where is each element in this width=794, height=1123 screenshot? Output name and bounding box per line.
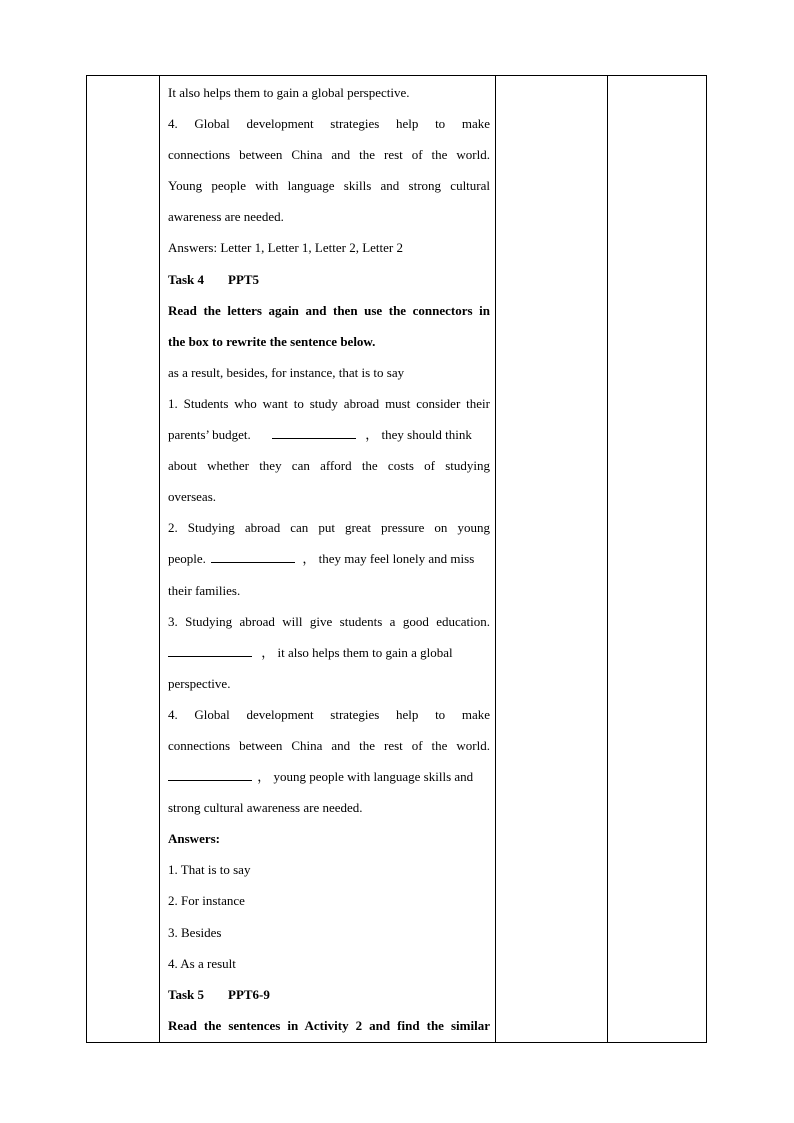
text-line: strong cultural awareness are needed.: [168, 800, 363, 816]
answer-item: 2. For instance: [168, 893, 245, 909]
answer-item: 1. That is to say: [168, 862, 251, 878]
task-5-heading: [168, 979, 490, 1010]
task-5-ppt: PPT6-9: [228, 986, 270, 1002]
text-line: perspective.: [168, 675, 231, 691]
text-line: 2. Studying abroad can put great pressure on young: [168, 520, 490, 536]
answers-line: Answers: Letter 1, Letter 1, Letter 2, Letter 2: [168, 240, 403, 256]
text-line: 4. Global development strategies help to make: [168, 706, 490, 722]
answer-item: 4. As a result: [168, 955, 236, 971]
sentence-part: parents’ budget.: [168, 427, 251, 443]
column-divider-3: [607, 76, 608, 1042]
text-line: 3. Studying abroad will give students a good education.: [168, 613, 490, 629]
text-line: Young people with language skills and strong cultural: [168, 178, 490, 194]
fill-blank: [272, 426, 356, 439]
text-line: connections between China and the rest of the world.: [168, 737, 490, 753]
sentence-part: people.: [168, 551, 206, 567]
instruction-line: Read the sentences in Activity 2 and find the similar: [168, 1017, 490, 1033]
text-line: connections between China and the rest of the world.: [168, 147, 490, 163]
text-line: 4. Global development strategies help to make: [168, 116, 490, 132]
text-line: 1. Students who want to study abroad must consider their: [168, 395, 490, 411]
text-line: about whether they can afford the costs of studying: [168, 458, 490, 474]
answer-item: 3. Besides: [168, 924, 222, 940]
fill-blank: [168, 768, 252, 781]
text-line: [168, 637, 490, 668]
task-5-label: Task 5: [168, 986, 205, 1002]
sentence-part: ， they should think: [365, 427, 472, 443]
answers-heading: Answers:: [168, 831, 220, 847]
sentence-part: ， young people with language skills and: [257, 769, 474, 785]
text-line: overseas.: [168, 489, 217, 505]
activity-column: [168, 76, 490, 1041]
task-4-heading: [168, 264, 490, 295]
fill-blank: [168, 644, 252, 657]
instruction-line: Read the letters again and then use the connectors in: [168, 302, 490, 318]
task-4-label: Task 4: [168, 271, 205, 287]
sentence-part: ， it also helps them to gain a global: [261, 644, 453, 660]
text-line: [168, 419, 490, 450]
text-line: awareness are needed.: [168, 209, 284, 225]
instruction-line: the box to rewrite the sentence below.: [168, 333, 376, 349]
connectors-box: as a result, besides, for instance, that is to say: [168, 364, 405, 380]
lesson-table: [86, 75, 707, 1043]
text-line: [168, 543, 490, 574]
text-line: their families.: [168, 582, 241, 598]
fill-blank: [211, 550, 295, 563]
text-line: [168, 761, 490, 792]
text-line: It also helps them to gain a global perspective.: [168, 85, 410, 100]
column-divider-2: [495, 76, 496, 1042]
sentence-part: ， they may feel lonely and miss: [302, 551, 475, 567]
column-divider-1: [159, 76, 160, 1042]
task-4-ppt: PPT5: [228, 271, 260, 287]
